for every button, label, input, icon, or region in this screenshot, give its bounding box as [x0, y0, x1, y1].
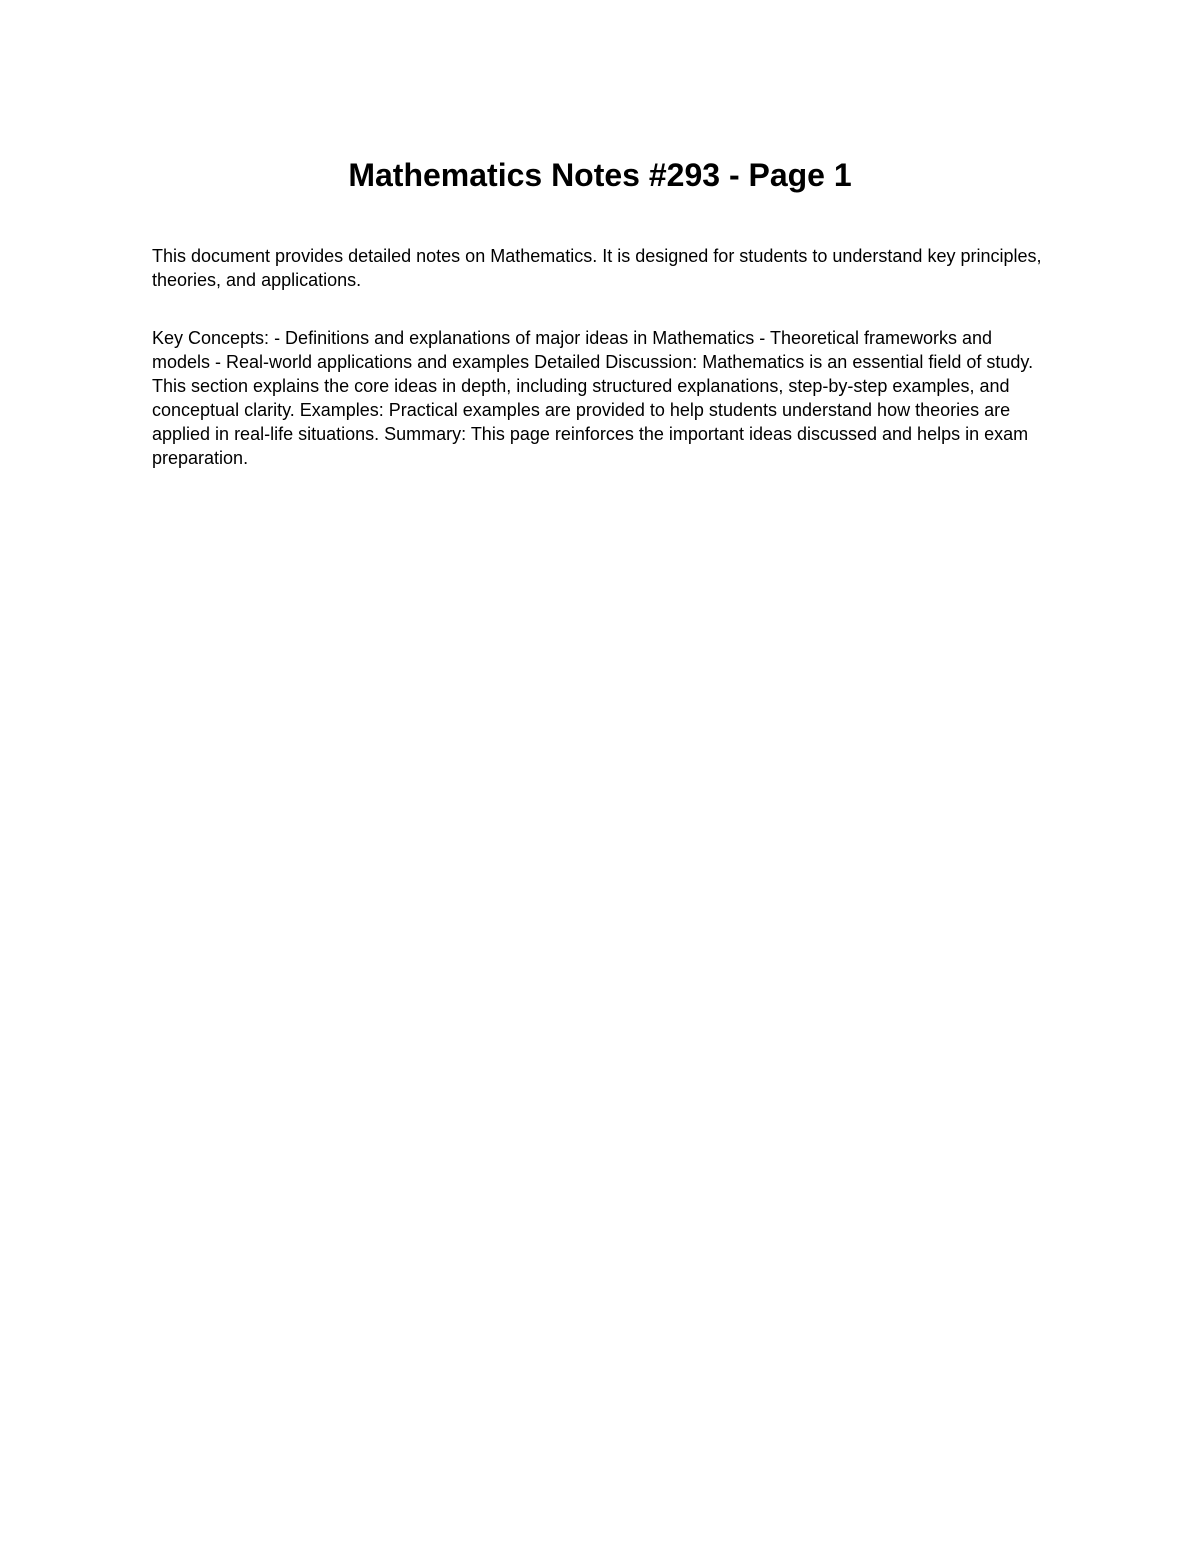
body-paragraph: Key Concepts: - Definitions and explanations of major ideas in Mathematics - Theoretical frameworks and models - Real-world applications and examples Detailed Discussion: Mathematics is an essential field of study. This section explains the core ideas in depth, including structured explanations, step-by-step examples, and conceptual clarity. Examples: Practical examples are provided to help students understand how theories are applied in real-life situations. Summary: This page reinforces the important ideas discussed and helps in exam preparation.	[152, 328, 1034, 468]
page-title: Mathematics Notes #293 - Page 1	[348, 157, 852, 193]
intro-paragraph: This document provides detailed notes on Mathematics. It is designed for students to understand key principles, theories, and applications.	[152, 246, 1042, 290]
